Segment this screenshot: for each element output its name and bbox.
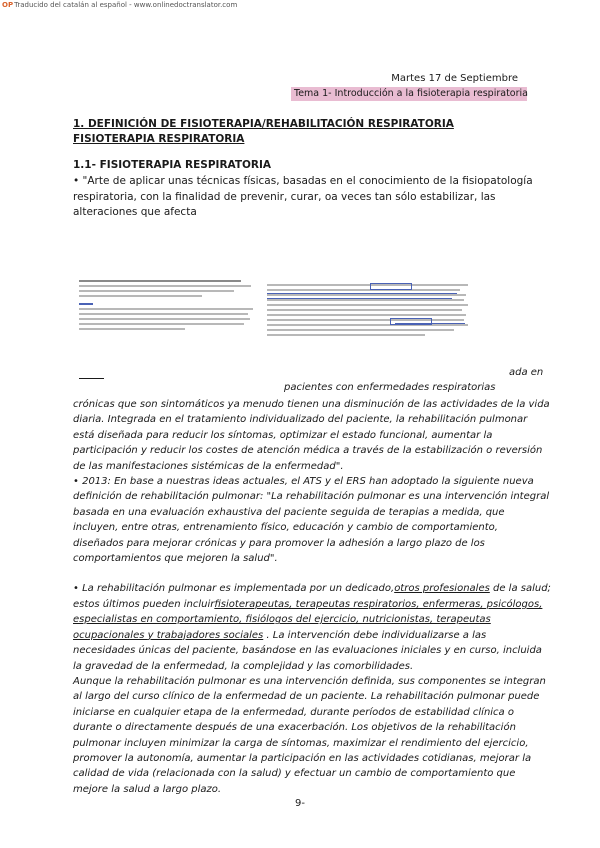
professionals-text-c: . La intervención debe individualizarse a las necesidades únicas del paciente, basándose en las evaluaciones iniciales y en curso, incluida la gravedad de la enfermedad, la complejidad y las comorbilidades. <box>73 629 542 672</box>
text-fragment-ada-en: ada en <box>509 367 544 378</box>
link-professionals-list[interactable]: fisioterapeutas, terapeutas respiratorios, enfermeras, psicólogos, especialistas en comportamiento, fisiólogos del ejercicio, nutricionistas, terapeutas ocupacionales y trabajadores sociales <box>73 598 543 641</box>
professionals-text-b: de la salud; estos últimos pueden incluir <box>73 583 551 610</box>
topic-label: Tema 1- Introducción a la fisioterapia respiratoria <box>291 87 527 101</box>
professionals-text-a: • La rehabilitación pulmonar es implementada por un dedicado, <box>73 583 395 595</box>
rehabilitation-text <box>73 397 551 797</box>
translator-banner <box>2 1 237 9</box>
paragraph-professionals <box>73 581 551 673</box>
page-number: 9- <box>295 798 305 809</box>
paragraph-objectives: Aunque la rehabilitación pulmonar es una intervención definida, sus componentes se integran al largo del curso clínico de la enfermedad de un paciente. La rehabilitación pulmonar puede iniciarse en cualquier etapa de la enfermedad, durante períodos de estabilidad clínica o durante o directamente después de una exacerbación. Los objetivos de la rehabilitación pulmonar incluyen minimizar la carga de síntomas, maximizar el rendimiento del ejercicio, promover la autonomía, aumentar la participación en las actividades cotidianas, mejorar la calidad de vida (relacionada con la salud) y efectuar un cambio de comportamiento que mejore la salud a largo plazo. <box>73 675 546 795</box>
translator-logo: OP <box>2 1 14 9</box>
embedded-scan-right <box>267 284 470 339</box>
link-other-professionals[interactable]: otros profesionales <box>394 583 490 595</box>
embedded-scan-left <box>79 280 255 333</box>
section-heading: 1. DEFINICIÓN DE FISIOTERAPIA/REHABILITACIÓN RESPIRATORIA FISIOTERAPIA RESPIRATORIA <box>73 118 454 145</box>
paragraph-definition: crónicas que son sintomáticos ya menudo tienen una disminución de las actividades de la vida diaria. Integrada en el tratamiento individualizado del paciente, la rehabilitación pulmonar está diseñada para reducir los síntomas, optimizar el estado funcional, aumentar la participación y reducir los costes de atención médica a través de la estabilización o reversión de las manifestaciones sistémicas de la enfermedad". <box>73 399 550 472</box>
text-fragment-patients: pacientes con enfermedades respiratorias <box>284 382 496 393</box>
translator-banner-text: Traducido del catalán al español - www.onlinedoctranslator.com <box>14 1 238 9</box>
paragraph-2013-definition: • 2013: En base a nuestras ideas actuales, el ATS y el ERS han adoptado la siguiente nueva definición de rehabilitación pulmonar: "La rehabilitación pulmonar es una intervención integral basada en una evaluación exhaustiva del paciente seguida de terapias a medida, que incluyen, entre otras, entrenamiento físico, educación y cambio de comportamiento, diseñados para mejorar crónicas y para promover la adhesión a largo plazo de los comportamientos que mejoren la salud". <box>73 476 550 565</box>
intro-paragraph: • "Arte de aplicar unas técnicas físicas, basadas en el conocimiento de la fisiopatología respiratoria, con la finalidad de prevenir, curar, oa veces tan sólo estabilizar, las alteraciones que afecta <box>73 175 533 218</box>
scan-highlight-box <box>370 283 412 290</box>
lecture-date: Martes 17 de Septiembre <box>391 73 518 84</box>
cut-line <box>79 378 104 379</box>
subsection-heading: 1.1- FISIOTERAPIA RESPIRATORIA <box>73 159 272 171</box>
